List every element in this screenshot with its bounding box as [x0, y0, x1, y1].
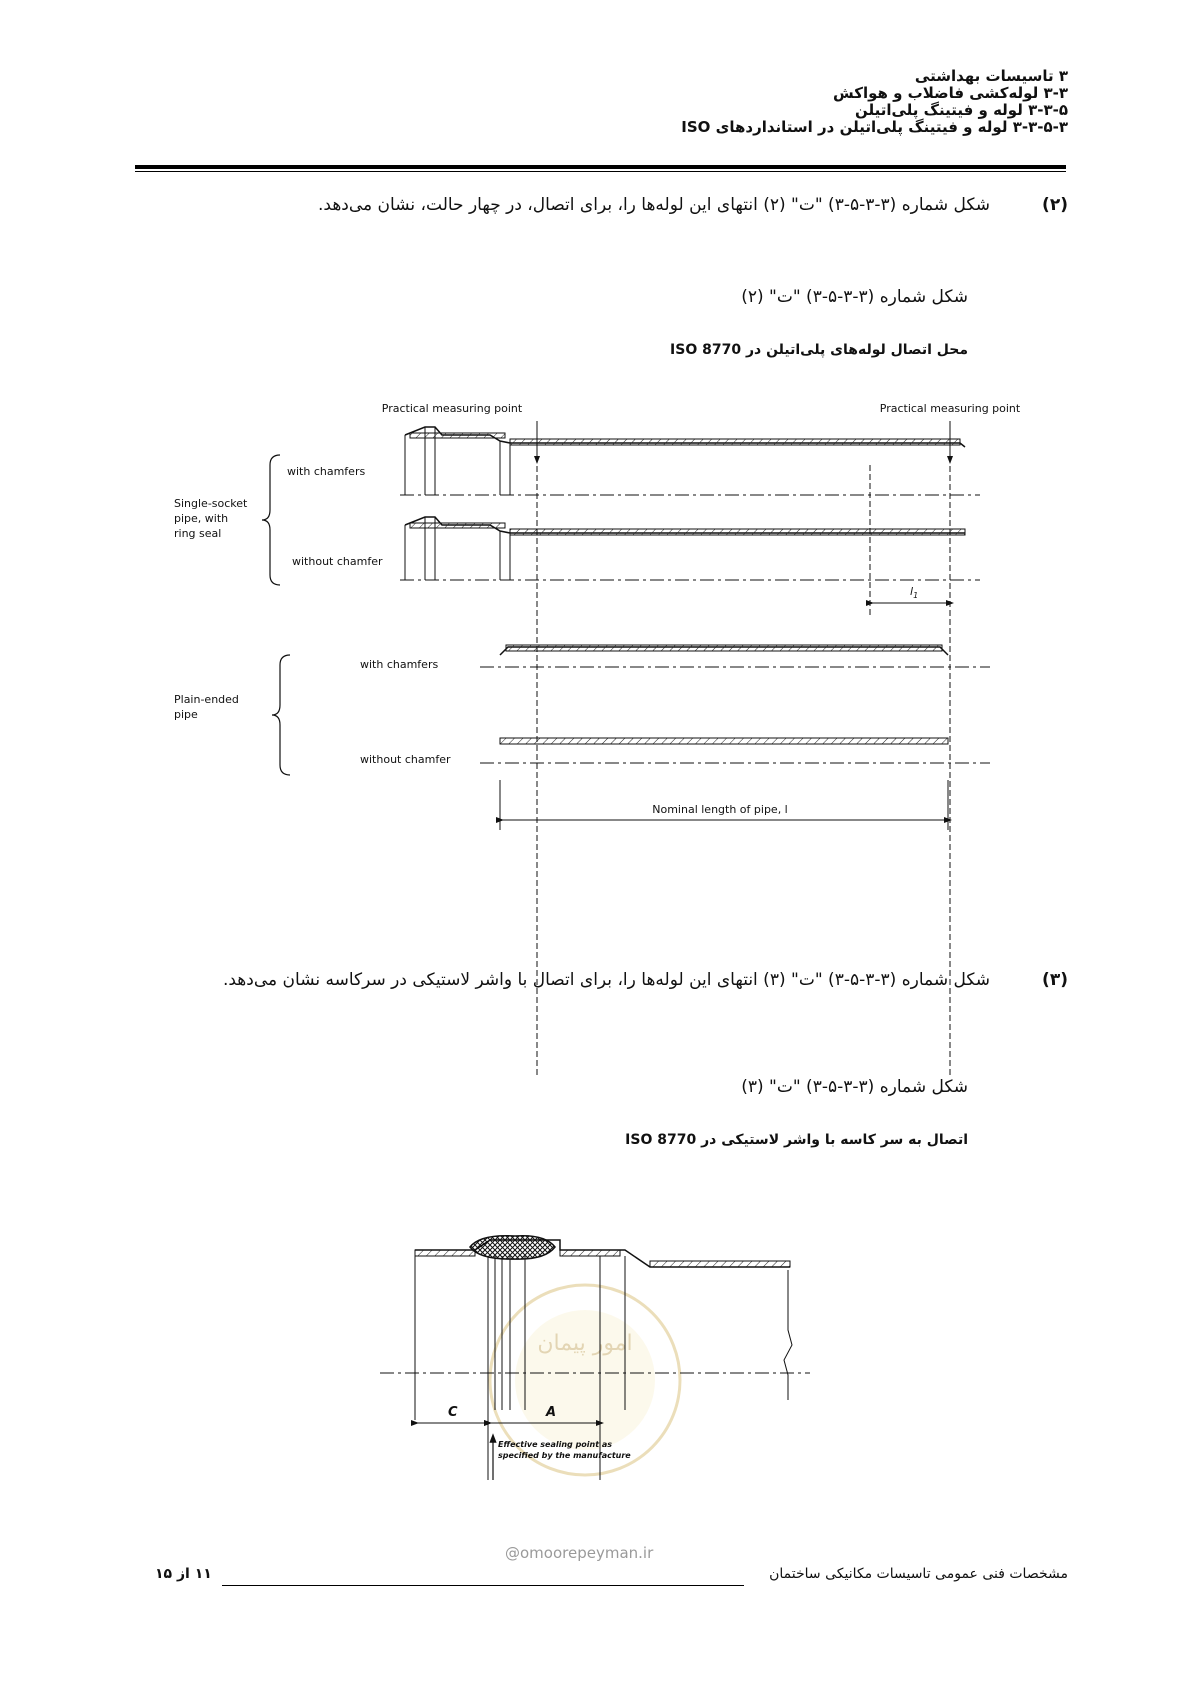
socket-pipe-with-chamfers [400, 427, 980, 495]
header-line-1: ۳ تاسیسات بهداشتی [914, 67, 1068, 85]
measuring-point-left-label: Practical measuring point [381, 402, 523, 415]
section-3-text: شکل شماره (۳-۳-۵-۳) "ت" (۳) انتهای این لوله‌ها را، برای اتصال با واشر لاستیکی در سرکاسه نشان می‌دهد. [222, 970, 990, 990]
section-2-number: (۲) [1042, 195, 1068, 215]
watermark-site: @omoorepeyman.ir [505, 1544, 654, 1562]
plain-pipe-with-chamfers [480, 645, 990, 667]
label-with-chamfers-1: with chamfers [287, 465, 366, 478]
label-without-chamfer-1: without chamfer [292, 555, 383, 568]
figure-2-caption: شکل شماره (۳-۳-۵-۳) "ت" (۲) [741, 287, 968, 307]
sealing-point-line1: Effective sealing point as [498, 1440, 612, 1449]
label-without-chamfer-2: without chamfer [360, 753, 451, 766]
plain-pipe-without-chamfer [480, 738, 990, 763]
measuring-point-right-label: Practical measuring point [879, 402, 1021, 415]
header-rule-thin [135, 171, 1066, 172]
section-2-text: شکل شماره (۳-۳-۵-۳) "ت" (۲) انتهای این لوله‌ها را، برای اتصال، در چهار حالت، نشان می‌دهد. [318, 195, 990, 215]
sealing-point-line2: specified by the manufacture [498, 1451, 631, 1460]
section-3-number: (۳) [1042, 970, 1068, 990]
nominal-length-label: Nominal length of pipe, l [652, 803, 788, 816]
rubber-ring-seal [470, 1236, 555, 1259]
svg-text:امور پیمان: امور پیمان [537, 1331, 633, 1356]
l1-label: $l_1$ [910, 585, 919, 600]
footer-text: مشخصات فنی عمومی تاسیسات مکانیکی ساختمان [769, 1566, 1068, 1582]
group-single-socket-line1: Single-socket [174, 497, 248, 510]
header-line-4: ۳-۳-۵-۳ لوله و فیتینگ پلی‌اتیلن در استانداردهای ISO [681, 118, 1068, 136]
label-with-chamfers-2: with chamfers [360, 658, 439, 671]
figure-3-caption: شکل شماره (۳-۳-۵-۳) "ت" (۳) [741, 1077, 968, 1097]
group-plain-ended-line2: pipe [174, 708, 198, 721]
pipe-joint-drawing-1 [174, 385, 1030, 905]
page-header [681, 68, 1068, 136]
figure-3-title: اتصال به سر کاسه با واشر لاستیکی در ISO 8770 [625, 1132, 968, 1148]
label-a: A [546, 1405, 557, 1420]
label-c: C [448, 1405, 458, 1420]
footer-rule [222, 1585, 744, 1586]
figure-2-title: محل اتصال لوله‌های پلی‌اتیلن در ISO 8770 [670, 342, 968, 358]
group-single-socket-line2: pipe, with [174, 512, 229, 525]
header-rule-thick [135, 165, 1066, 169]
page-number: ۱۱ از ۱۵ [155, 1566, 212, 1582]
header-line-2: ۳-۳ لوله‌کشی فاضلاب و هواکش [833, 84, 1068, 102]
socket-pipe-without-chamfer [400, 517, 980, 580]
group-single-socket-line3: ring seal [174, 527, 222, 540]
group-plain-ended-line1: Plain-ended [174, 693, 239, 706]
ring-seal-joint-drawing [370, 1210, 830, 1510]
header-line-3: ۳-۳-۵ لوله و فیتینگ پلی‌اتیلن [854, 101, 1068, 119]
